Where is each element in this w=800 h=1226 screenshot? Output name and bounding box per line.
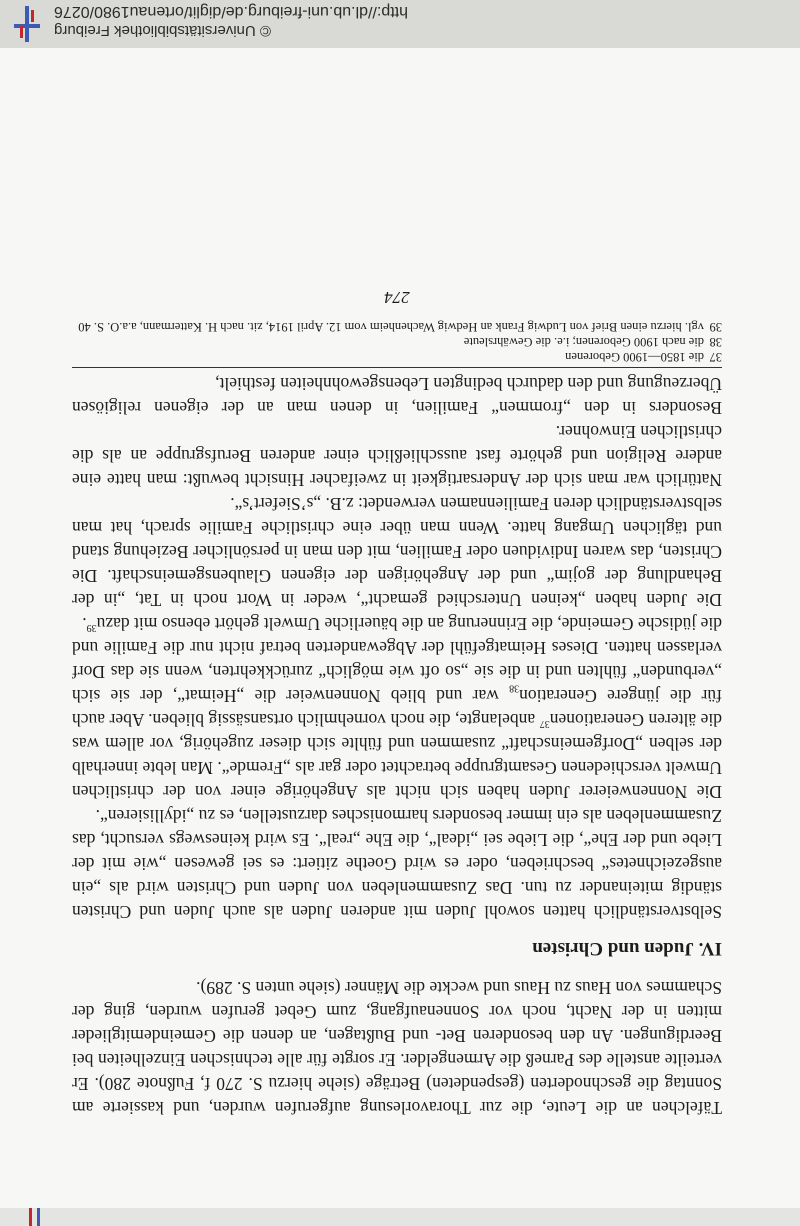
paragraph: Besonders in den „frommen“ Familien, in denen man an der eigenen religiösen Überzeugung und den dadurch bedingten Lebensgewohnheiten festhielt,	[72, 374, 722, 418]
footnote-number: 37	[709, 350, 722, 364]
blue-marker	[37, 1208, 40, 1226]
footnotes	[72, 319, 722, 368]
library-logo-icon	[8, 4, 46, 44]
paragraph	[72, 612, 722, 804]
footnote-ref: 39	[86, 621, 97, 633]
red-marker	[29, 1208, 32, 1226]
footnote-ref: 38	[509, 682, 520, 694]
footnote-text: die 1850—1900 Geborenen	[565, 350, 704, 364]
paragraph: Natürlich war man sich der Andersartigkeit in zweifacher Hinsicht bewußt: man hatte eine andere Religion und gehörte fast ausschließlich einer anderen Berufsgruppe an als die christlichen Einwohner.	[72, 422, 722, 490]
paragraph: Selbstverständlich hatten sowohl Juden mit anderen Juden als auch Juden und Christen ständig miteinander zu tun. Das Zusammenleben von Juden und Christen wird als „ein ausgezeichnetes“ beschrieben, oder es wird Goethe zitiert: es sei gewesen „wie mit der Liebe und der Ehe“, die Liebe sei „ideal“, die Ehe „real“. Es wird keineswegs versucht, das Zusammenleben als ein immer besonders harmonisches darzustellen, es zu „idyllisieren“.	[72, 806, 722, 922]
top-strip	[0, 1208, 800, 1226]
footnote-number: 38	[709, 335, 722, 349]
footer-bar	[0, 0, 800, 48]
page-number: 274	[384, 288, 410, 307]
page-text	[72, 285, 722, 1120]
paragraph: Die Juden haben „keinen Unterschied gemacht“, weder in Wort noch in Tat, „in der Behandlung der gojim“ und der Angehörigen der eigenen Glaubensgemeinschaft. Die Christen, das waren Individuen oder Familien, mit den man in persönlicher Beziehung stand und täglichen Umgang hatte. Wenn man über eine christliche Familie sprach, hat man selbstverständlich deren Familiennamen verwendet: z.B. „s’Siefert’s“.	[72, 494, 722, 610]
footnote-ref: 37	[539, 717, 550, 729]
paragraph-text: anbelangte, die noch vornehmlich ortsansässig blieben. Aber auch für die jüngere Generation	[72, 686, 722, 730]
footnote	[72, 349, 722, 364]
footnote-number: 39	[709, 320, 722, 334]
footnote-text: die nach 1900 Geborenen; i.e. die Gewährsleute	[463, 335, 704, 349]
footnote	[72, 334, 722, 349]
paragraph-text: .	[82, 614, 87, 634]
copyright-text: © Universitätsbibliothek Freiburg	[54, 22, 271, 39]
footnote-text: vgl. hierzu einen Brief von Ludwig Frank an Hedwig Wachenheim vom 12. April 1914, zit. nach H. Kattermann, a.a.O. S. 40	[78, 320, 704, 334]
source-url[interactable]: http://dl.ub.uni-freiburg.de/diglit/ortenau1980/0276	[54, 3, 409, 20]
paragraph-text: Die Nonnenweierer Juden haben sich nicht als Angehörige einer von der christlichen Umwelt verschiedenen Gesamtgruppe betrachtet oder gar als „Fremde“. Man lebte innerhalb der selben „Dorfgemeinschaft“ zusammen und fühlte sich dieser zugehörig, vor allem was die älteren Generationen	[72, 710, 722, 802]
paragraph-text: war und blieb Nonnenweier die „Heimat“, der sie sich „verbunden“ fühlten und in die sie „so oft wie möglich“ zurückkehrten, wenn sie das Dorf verlassen hatten. Dieses Heimatgefühl der Abgewanderten betraf nicht nur die Familie und die jüdische Gemeinde, die Erinnerung an die bäuerliche Umwelt gehört ebenso mit dazu	[72, 614, 722, 706]
paragraph: Täfelchen an die Leute, die zur Thoravorlesung aufgerufen wurden, und kassierte am Sonntag die geschnoderten (gespendeten) Beträge (siehe hierzu S. 270 f, Fußnote 280). Er verteilte anstelle des Parneß die Armengelder. Er sorgte für alle technischen Einzelheiten bei Beerdigungen. An den besonderen Bet- und Bußtagen, an denen die Gemeindemitglieder mitten in der Nacht, noch vor Sonnenaufgang, zum Gebet gerufen wurden, ging der Schammes von Haus zu Haus und weckte die Männer (siehe unten S. 289).	[72, 978, 722, 1118]
footnote	[72, 319, 722, 334]
section-heading: IV. Juden und Christen	[532, 938, 722, 959]
